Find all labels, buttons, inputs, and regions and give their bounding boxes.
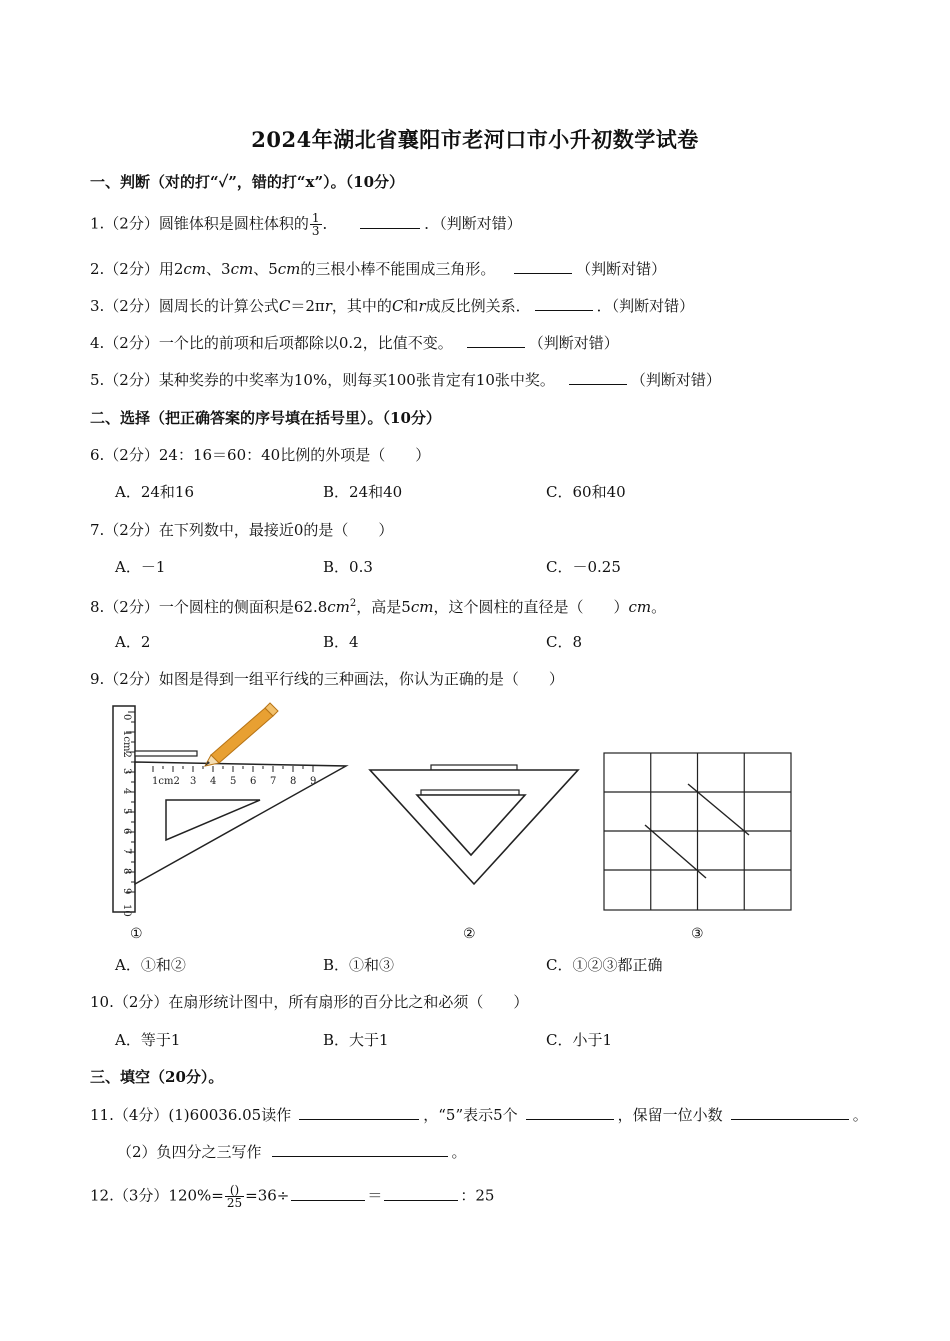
- question-1: 1.（2分）圆锥体积是圆柱体积的 $\frac{1}{3}$ ． ．（判断对错）: [90, 211, 522, 238]
- section-heading-fill: 三、填空（20分）。: [90, 1068, 224, 1086]
- question-6: 6.（2分）24：16＝60：40比例的外项是（ ）: [90, 446, 431, 464]
- question-10: 10.（2分）在扇形统计图中，所有扇形的百分比之和必须（ ）: [90, 993, 529, 1011]
- q9-option-a[interactable]: A．①和②: [115, 956, 186, 974]
- q10-option-c[interactable]: C．小于1: [546, 1031, 613, 1049]
- ruler-h-label: 1cm2: [152, 776, 180, 787]
- answer-blank[interactable]: [535, 296, 593, 311]
- ruler-v-label: 0: [121, 714, 132, 721]
- q1-text: 1.（2分）圆锥体积是圆柱体积的: [90, 214, 309, 233]
- figure-ruler-triangle: [108, 700, 353, 920]
- question-2: 2.（2分）用2cm、3cm、5cm的三根小棒不能围成三角形。 （判断对错）: [90, 260, 667, 278]
- answer-blank[interactable]: [384, 1186, 458, 1201]
- ruler-v-label: 7: [121, 848, 132, 855]
- ruler-h-label: 9: [310, 776, 317, 787]
- answer-blank[interactable]: [731, 1105, 849, 1120]
- question-12: 12.（3分）120%= $\frac{()}{25}$ =36÷ ＝ ：25: [90, 1183, 495, 1210]
- ruler-v-label: 5: [121, 808, 132, 815]
- question-11: 11.（4分）(1)60036.05读作 ，“5”表示5个 ，保留一位小数 。: [90, 1106, 868, 1124]
- q8-option-b[interactable]: B．4: [323, 633, 359, 651]
- figure-nested-triangles: [367, 760, 582, 890]
- figure-1-label: ①: [130, 926, 143, 942]
- q6-option-b[interactable]: B．24和40: [323, 483, 403, 501]
- q7-option-c[interactable]: C．－0.25: [546, 558, 621, 576]
- figure-3-label: ③: [691, 926, 704, 942]
- section-heading-judge: 一、判断（对的打“✓”，错的打“x”）。（10分）: [90, 173, 405, 191]
- ruler-h-label: 7: [270, 776, 277, 787]
- question-4: 4.（2分）一个比的前项和后项都除以0.2，比值不变。 （判断对错）: [90, 334, 619, 352]
- figure-grid-parallel-lines: [602, 751, 794, 913]
- pencil-icon: [205, 703, 278, 766]
- q10-option-a[interactable]: A．等于1: [115, 1031, 181, 1049]
- ruler-h-label: 6: [250, 776, 257, 787]
- answer-blank[interactable]: [360, 214, 420, 229]
- fraction-one-third: $\frac{1}{3}$: [311, 211, 320, 238]
- ruler-v-label: 3: [121, 768, 132, 775]
- ruler-v-label: 8: [121, 868, 132, 875]
- answer-blank[interactable]: [291, 1186, 365, 1201]
- question-9: 9.（2分）如图是得到一组平行线的三种画法，你认为正确的是（ ）: [90, 670, 564, 688]
- drawn-line: [135, 751, 197, 756]
- ruler-h-label: 3: [190, 776, 197, 787]
- q6-option-c[interactable]: C．60和40: [546, 483, 626, 501]
- ruler-v-label: 1cm2: [121, 730, 132, 758]
- question-7: 7.（2分）在下列数中，最接近0的是（ ）: [90, 521, 394, 539]
- q9-option-c[interactable]: C．①②③都正确: [546, 956, 663, 974]
- q8-option-c[interactable]: C．8: [546, 633, 583, 651]
- ruler-v-label: 10: [121, 904, 132, 917]
- ruler-v-label: 9: [121, 888, 132, 895]
- ruler-v-label: 4: [121, 788, 132, 795]
- ruler-h-label: 5: [230, 776, 237, 787]
- q10-option-b[interactable]: B．大于1: [323, 1031, 389, 1049]
- answer-blank[interactable]: [569, 370, 627, 385]
- question-11-part-2: （2）负四分之三写作 。: [117, 1143, 467, 1161]
- figure-2-label: ②: [463, 926, 476, 942]
- section-heading-choice: 二、选择（把正确答案的序号填在括号里）。（10分）: [90, 409, 441, 427]
- ruler-v-label: 6: [121, 828, 132, 835]
- question-8: 8.（2分）一个圆柱的侧面积是$62.8cm^2$，高是5cm，这个圆柱的直径是（ ）cm。: [90, 598, 667, 616]
- q7-option-b[interactable]: B．0.3: [323, 558, 373, 576]
- ruler-h-label: 4: [210, 776, 217, 787]
- page-title: 2024年湖北省襄阳市老河口市小升初数学试卷: [251, 127, 699, 152]
- answer-blank[interactable]: [467, 333, 525, 348]
- answer-blank[interactable]: [272, 1142, 448, 1157]
- ruler-h-label: 8: [290, 776, 297, 787]
- q9-option-b[interactable]: B．①和③: [323, 956, 395, 974]
- question-3: 3.（2分）圆周长的计算公式C＝2πr，其中的C和r成反比例关系． ．（判断对错）: [90, 297, 695, 315]
- answer-blank[interactable]: [526, 1105, 614, 1120]
- answer-blank[interactable]: [514, 259, 572, 274]
- q6-option-a[interactable]: A．24和16: [115, 483, 195, 501]
- question-5: 5.（2分）某种奖券的中奖率为10%，则每买100张肯定有10张中奖。 （判断对错）: [90, 371, 721, 389]
- answer-blank[interactable]: [299, 1105, 419, 1120]
- fraction-blank-over-25: $\frac{()}{25}$: [226, 1183, 243, 1210]
- q7-option-a[interactable]: A．－1: [115, 558, 166, 576]
- q8-option-a[interactable]: A．2: [115, 633, 151, 651]
